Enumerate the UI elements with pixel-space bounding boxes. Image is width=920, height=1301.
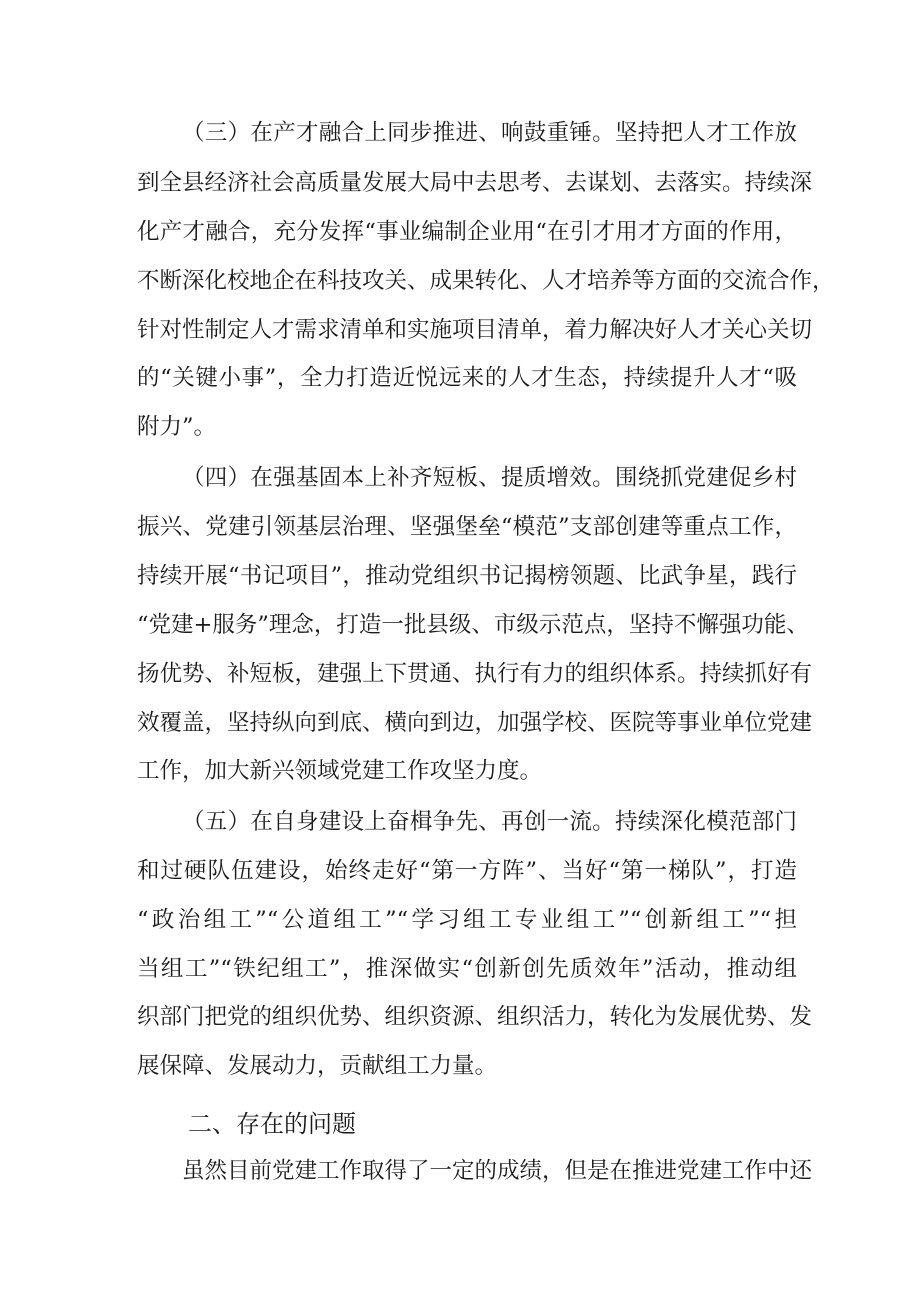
text-line: 当组工”“铁纪组工”，推深做实“创新创先质效年”活动，推动组: [137, 956, 797, 982]
section-heading: 二、存在的问题: [188, 1110, 356, 1138]
text-line: （三）在产才融合上同步推进、响鼓重锤。坚持把人才工作放: [182, 120, 797, 146]
text-line: “党建+服务”理念，打造一批县级、市级示范点，坚持不懈强功能、: [137, 612, 809, 638]
text-line: 展保障、发展动力，贡献组工力量。: [137, 1053, 498, 1079]
text-line: 和过硬队伍建设，始终走好“第一方阵”、当好“第一梯队”，打造: [137, 858, 797, 884]
text-line: 振兴、党建引领基层治理、坚强堡垒“模范”支部创建等重点工作，: [137, 514, 797, 540]
text-line: 持续开展“书记项目”，推动党组织书记揭榜领题、比武争星，践行: [137, 563, 797, 589]
text-line: 的“关键小事”，全力打造近悦远来的人才生态，持续提升人才“吸: [137, 365, 797, 391]
text-line: 附力”。: [137, 414, 217, 440]
text-line: 针对性制定人才需求清单和实施项目清单，着力解决好人才关心关切: [137, 317, 813, 343]
text-line: 不断深化校地企在科技攻关、成果转化、人才培养等方面的交流合作，: [137, 268, 835, 294]
text-line: 工作，加大新兴领域党建工作攻坚力度。: [137, 758, 543, 784]
text-line: 虽然目前党建工作取得了一定的成绩，但是在推进党建工作中还: [182, 1158, 813, 1184]
text-line: （四）在强基固本上补齐短板、提质增效。围绕抓党建促乡村: [182, 465, 797, 491]
text-line: （五）在自身建设上奋楫争先、再创一流。持续深化模范部门: [182, 809, 797, 835]
text-line: 化产才融合，充分发挥“事业编制企业用“在引才用才方面的作用，: [137, 219, 797, 245]
text-line: 效覆盖，坚持纵向到底、横向到边，加强学校、医院等事业单位党建: [137, 710, 813, 736]
text-line: 织部门把党的组织优势、组织资源、组织活力，转化为发展优势、发: [137, 1004, 813, 1030]
text-line: 到全县经济社会高质量发展大局中去思考、去谋划、去落实。持续深: [137, 170, 813, 196]
text-line: “政治组工”“公道组工”“学习组工专业组工”“创新组工”“担: [137, 907, 797, 933]
text-line: 扬优势、补短板，建强上下贯通、执行有力的组织体系。持续抓好有: [137, 661, 813, 687]
